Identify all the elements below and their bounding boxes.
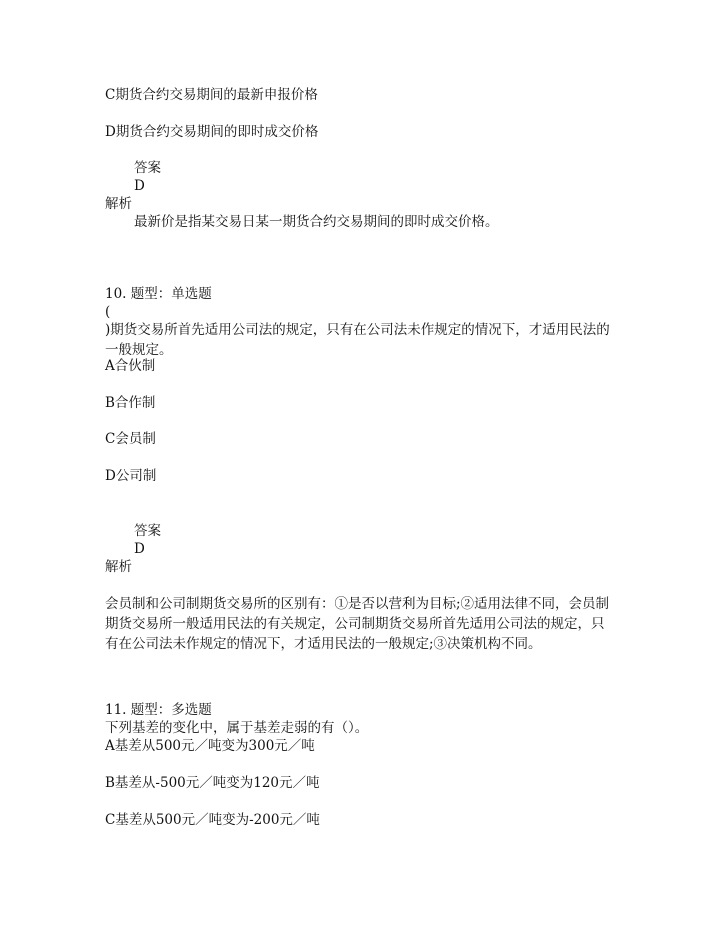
- q10-stem-text: )期货交易所首先适用公司法的规定，只有在公司法未作规定的情况下，才适用民法的一般规定。: [105, 322, 610, 358]
- q10-option-b: B合作制: [105, 395, 156, 411]
- q10-answer-label: 答案: [134, 523, 161, 539]
- q11-option-a: A基差从500元／吨变为300元／吨: [105, 738, 315, 754]
- q11-stem-text: 下列基差的变化中，属于基差走弱的有（）。: [105, 720, 369, 736]
- q10-answer-value: D: [134, 541, 145, 557]
- q10-analysis-label: 解析: [105, 559, 132, 575]
- q9-answer-label: 答案: [134, 160, 161, 176]
- q10-analysis-text: 会员制和公司制期货交易所的区别有：①是否以营利为目标;②适用法律不同，会员制期货交易所一般适用民法的有关规定，公司制期货交易所首先适用公司法的规定，只有在公司法未作规定的情况下，才适用民法的一般规定;③决策机构不同。: [105, 596, 610, 652]
- q11-header: 11. 题型：多选题: [105, 702, 212, 718]
- q10-stem-open: (: [105, 304, 111, 320]
- q10-header: 10. 题型：单选题: [105, 286, 212, 302]
- q11-option-c: C基差从500元／吨变为-200元／吨: [105, 812, 320, 828]
- q9-analysis-label: 解析: [105, 196, 132, 212]
- q9-answer-value: D: [134, 178, 145, 194]
- q10-option-c: C会员制: [105, 431, 156, 447]
- q10-option-a: A合伙制: [105, 358, 156, 374]
- q9-analysis-text: 最新价是指某交易日某一期货合约交易期间的即时成交价格。: [134, 214, 499, 230]
- q11-option-b: B基差从-500元／吨变为120元／吨: [105, 775, 320, 791]
- q10-option-d: D公司制: [105, 468, 157, 484]
- q9-option-d: D期货合约交易期间的即时成交价格: [105, 124, 319, 140]
- q9-option-c: C期货合约交易期间的最新申报价格: [105, 87, 318, 103]
